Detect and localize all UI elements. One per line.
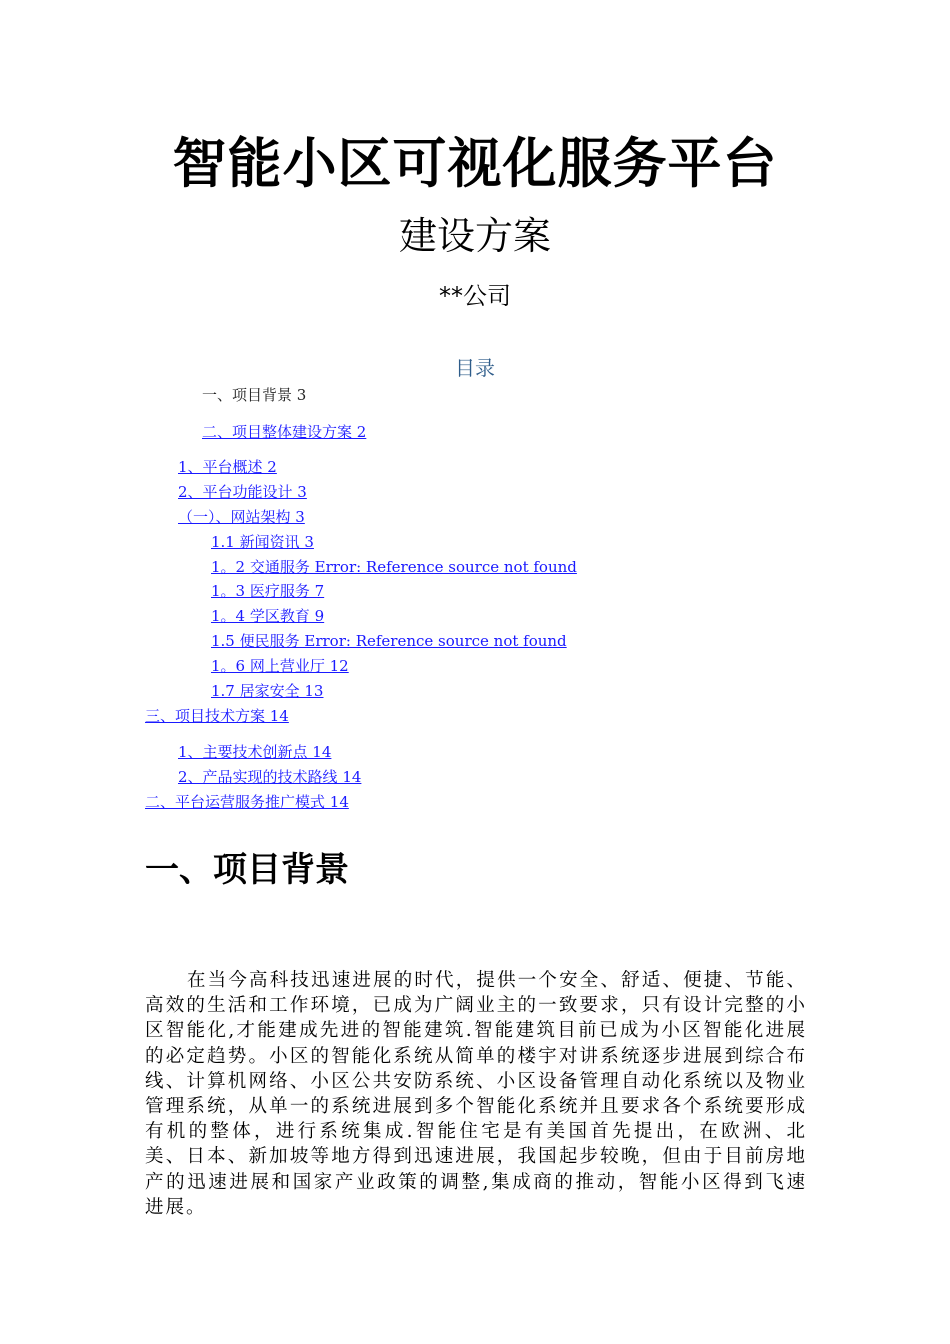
section-heading-background: 一、项目背景 [145, 850, 349, 890]
toc-item-site-architecture[interactable]: （一）、网站架构 3 [178, 508, 305, 526]
document-subtitle: 建设方案 [398, 214, 551, 258]
toc-item-platform-overview[interactable]: 1、平台概述 2 [178, 458, 277, 476]
toc-item-news[interactable]: 1.1 新闻资讯 3 [211, 533, 314, 551]
toc-item-promotion-model[interactable]: 二、平台运营服务推广模式 14 [145, 793, 349, 811]
toc-item-online-hall[interactable]: 1。6 网上营业厅 12 [211, 657, 349, 675]
toc-item-traffic[interactable]: 1。2 交通服务 Error: Reference source not found [211, 558, 577, 576]
document-title: 智能小区可视化服务平台 [172, 132, 778, 195]
company-name: **公司 [439, 282, 511, 310]
toc-item-function-design[interactable]: 2、平台功能设计 3 [178, 483, 307, 501]
toc-item-tech-route[interactable]: 2、产品实现的技术路线 14 [178, 768, 362, 786]
toc-item-medical[interactable]: 1。3 医疗服务 7 [211, 582, 325, 600]
toc-item-overall-plan[interactable]: 二、项目整体建设方案 2 [202, 423, 367, 441]
toc-item-technical-plan[interactable]: 三、项目技术方案 14 [145, 707, 289, 725]
toc-item-innovations[interactable]: 1、主要技术创新点 14 [178, 743, 332, 761]
toc-item-home-security[interactable]: 1.7 居家安全 13 [211, 682, 324, 700]
toc-item-convenience[interactable]: 1.5 便民服务 Error: Reference source not found [211, 632, 567, 650]
toc-item-project-background: 一、项目背景 3 [202, 386, 307, 404]
toc-heading: 目录 [455, 356, 495, 380]
toc-item-education[interactable]: 1。4 学区教育 9 [211, 607, 325, 625]
body-paragraph: 在当今高科技迅速进展的时代，提供一个安全、舒适、便捷、节能、高效的生活和工作环境，已成为广阔业主的一致要求，只有设计完整的小区智能化,才能建成先进的智能建筑.智能建筑目前已成为小区智能化进展的必定趋势。小区的智能化系统从简单的楼宇对讲系统逐步进展到综合布线、计算机网络、小区公共安防系统、小区设备管理自动化系统以及物业管理系统，从单一的系统进展到多个智能化系统并且要求各个系统要形成有机的整体，进行系统集成.智能住宅是有美国首先提出，在欧洲、北美、日本、新加坡等地方得到迅速进展，我国起步较晚，但由于目前房地产的迅速进展和国家产业政策的调整,集成商的推动，智能小区得到飞速进展。 [145, 970, 807, 1218]
